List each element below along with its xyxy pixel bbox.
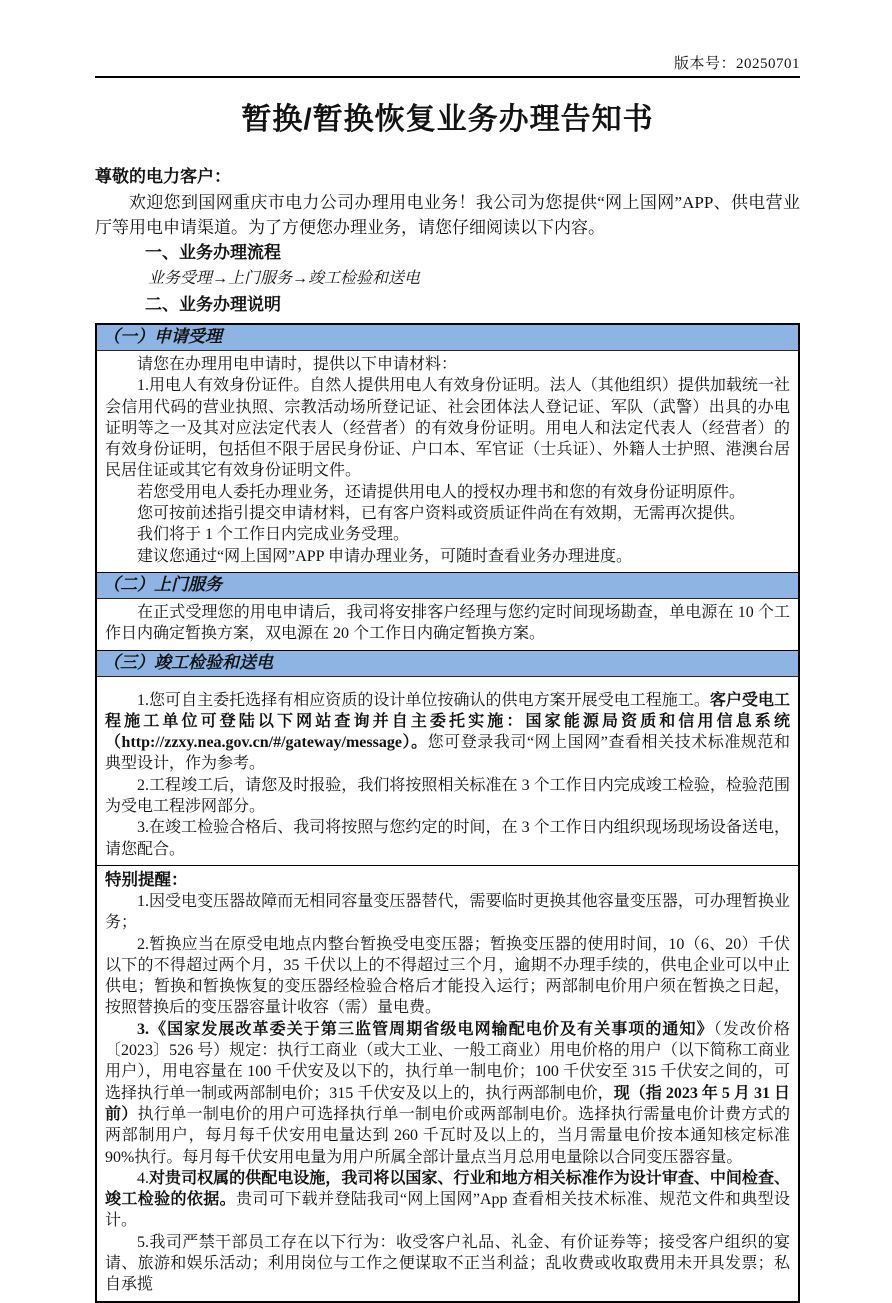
paragraph bbox=[105, 1019, 790, 1168]
paragraph: 2.工程竣工后，请您及时报验，我们将按照相关标准在 3 个工作日内完成竣工检验，检验范围为受电工程涉网部分。 bbox=[105, 776, 790, 816]
paragraph: 1.因受电变压器故障而无相同容量变压器替代，需要临时更换其他容量变压器，可办理暂换业务； bbox=[105, 892, 790, 932]
paragraph bbox=[105, 690, 790, 775]
paragraph: 3.在竣工检验合格后、我司将按照与您约定的时间，在 3 个工作日内组织现场现场设备送电，请您配合。 bbox=[105, 819, 790, 858]
intro-paragraph: 欢迎您到国网重庆市电力公司办理用电业务！我公司为您提供“网上国网”APP、供电营业厅等用电申请渠道。为了方便您办理业务，请您仔细阅读以下内容。 bbox=[95, 193, 800, 237]
text-segment: （发改价格〔2023〕526 号）规定：执行工商业（或大工业、一般工商业）用电价格的用户（以下简称工商业用户），用电容量在 100 千伏安及以下的，执行单一制电价；100 千伏安至 315 千伏安之间的，可选择执行单一制或两部制电价；315 千伏安及以上的，执行两部制电价， bbox=[105, 1020, 790, 1102]
header-rule bbox=[95, 76, 800, 78]
section-bar-application bbox=[96, 324, 799, 351]
paragraph: 若您受用电人委托办理业务，还请提供用电人的授权办理书和您的有效身份证明原件。 bbox=[137, 483, 746, 501]
paragraph: 请您在办理用电申请时，提供以下申请材料： bbox=[137, 356, 458, 373]
paragraph bbox=[105, 1168, 790, 1232]
section-bar-application-label: （一）申请受理 bbox=[96, 324, 799, 351]
text-segment-bold: 3.《国家发展改革委关于第三监管周期省级电网输配电价及有关事项的通知》 bbox=[137, 1020, 714, 1038]
special-reminder-section bbox=[96, 865, 799, 1301]
paragraph: 5.我司严禁干部员工存在以下行为：收受客户礼品、礼金、有价证券等；接受客户组织的宴请、旅游和娱乐活动；利用岗位与工作之便谋取不正当利益；乱收费或收取费用未开具发票；私自承揽 bbox=[105, 1233, 790, 1294]
paragraph: 我们将于 1 个工作日内完成业务受理。 bbox=[137, 526, 410, 544]
section-bar-inspection-power-on bbox=[96, 650, 799, 676]
section-application-content bbox=[96, 351, 799, 573]
text-segment: 执行单一制电价的用户可选择执行单一制电价或两部制电价。选择执行需量电价计费方式的两部制用户，每月每千伏安用电量达到 260 千瓦时及以上的，当月需量电价按本通知核定标准 90%执行。每月每千伏安用电量为用户所属全部计量点当月总用电量除以合同变压器容量。 bbox=[105, 1105, 790, 1166]
text-segment-bold: 对贵司权属的供配电设施，我司将以国家、行业和地方相关标准作为设计审查、中间检查、竣工检验的依据。 bbox=[105, 1169, 790, 1209]
section-bar-onsite-service bbox=[96, 572, 799, 598]
section-heading-explanation: 二、业务办理说明 bbox=[145, 295, 281, 314]
section-bar-inspection-power-on-label: （三）竣工检验和送电 bbox=[96, 650, 799, 676]
paragraph: 2.暂换应当在原受电地点内整台暂换受电变压器；暂换变压器的使用时间，10（6、20）千伏以下的不得超过两个月，35 千伏以上的不得超过三个月，逾期不办理手续的，供电企业可以中止供电；暂换和暂换恢复的变压器经检验合格后才能投入运行；两部制电价用户须在暂换之日起，按照替换后的变压器容量计收容（需）量电费。 bbox=[105, 935, 790, 1017]
section-heading-process: 一、业务办理流程 bbox=[145, 243, 281, 262]
text-segment-bold: 现（指 2023 年 5 月 31 日前） bbox=[105, 1084, 790, 1123]
section-onsite-service-content bbox=[96, 598, 799, 650]
text-segment-bold: 客户受电工程施工单位可登陆以下网站查询并自主委托实施：国家能源局资质和信用信息系统（http://zzxy.nea.gov.cn/#/gateway/message）。 bbox=[105, 691, 790, 752]
text-segment: 贵司可下载并登陆我司“网上国网”App 查看相关技术标准、规范文件和典型设计。 bbox=[105, 1191, 790, 1230]
notice-table bbox=[95, 323, 800, 1303]
text-segment: 4. bbox=[137, 1169, 149, 1187]
text-segment: 您可登录我司“网上国网”查看相关技术标准规范和典型设计，作为参考。 bbox=[105, 734, 790, 773]
page-title: 暂换/暂换恢复业务办理告知书 bbox=[241, 103, 654, 136]
text-segment: 1.您可自主委托选择有相应资质的设计单位按确认的供电方案开展受电工程施工。 bbox=[137, 691, 710, 709]
paragraph: 您可按前述指引提交申请材料，已有客户资料或资质证件尚在有效期，无需再次提供。 bbox=[137, 505, 746, 523]
salutation: 尊敬的电力客户： bbox=[95, 167, 231, 186]
paragraph: 在正式受理您的用电申请后，我司将安排客户经理与您约定时间现场勘查，单电源在 10 个工作日内确定暂换方案，双电源在 20 个工作日内确定暂换方案。 bbox=[105, 603, 790, 643]
paragraph: 建议您通过“网上国网”APP 申请办理业务，可随时查看业务办理进度。 bbox=[137, 547, 632, 565]
version-label: 版本号：20250701 bbox=[673, 56, 800, 72]
process-flow: 业务受理→上门服务→竣工检验和送电 bbox=[148, 270, 421, 287]
special-reminder-heading: 特别提醒： bbox=[105, 869, 188, 889]
section-bar-onsite-service-label: （二）上门服务 bbox=[96, 572, 799, 598]
paragraph: 1.用电人有效身份证件。自然人提供用电人有效身份证明。法人（其他组织）提供加载统一社会信用代码的营业执照、宗教活动场所登记证、社会团体法人登记证、军队（武警）出具的办电证明等之一及其对应法定代表人（经营者）的有效身份证明。用电人和法定代表人（经营者）的有效身份证明，包括但不限于居民身份证、户口本、军官证（士兵证）、外籍人士护照、港澳台居民居住证或其它有效身份证明文件。 bbox=[105, 377, 790, 480]
section-inspection-power-on-content bbox=[96, 676, 799, 865]
